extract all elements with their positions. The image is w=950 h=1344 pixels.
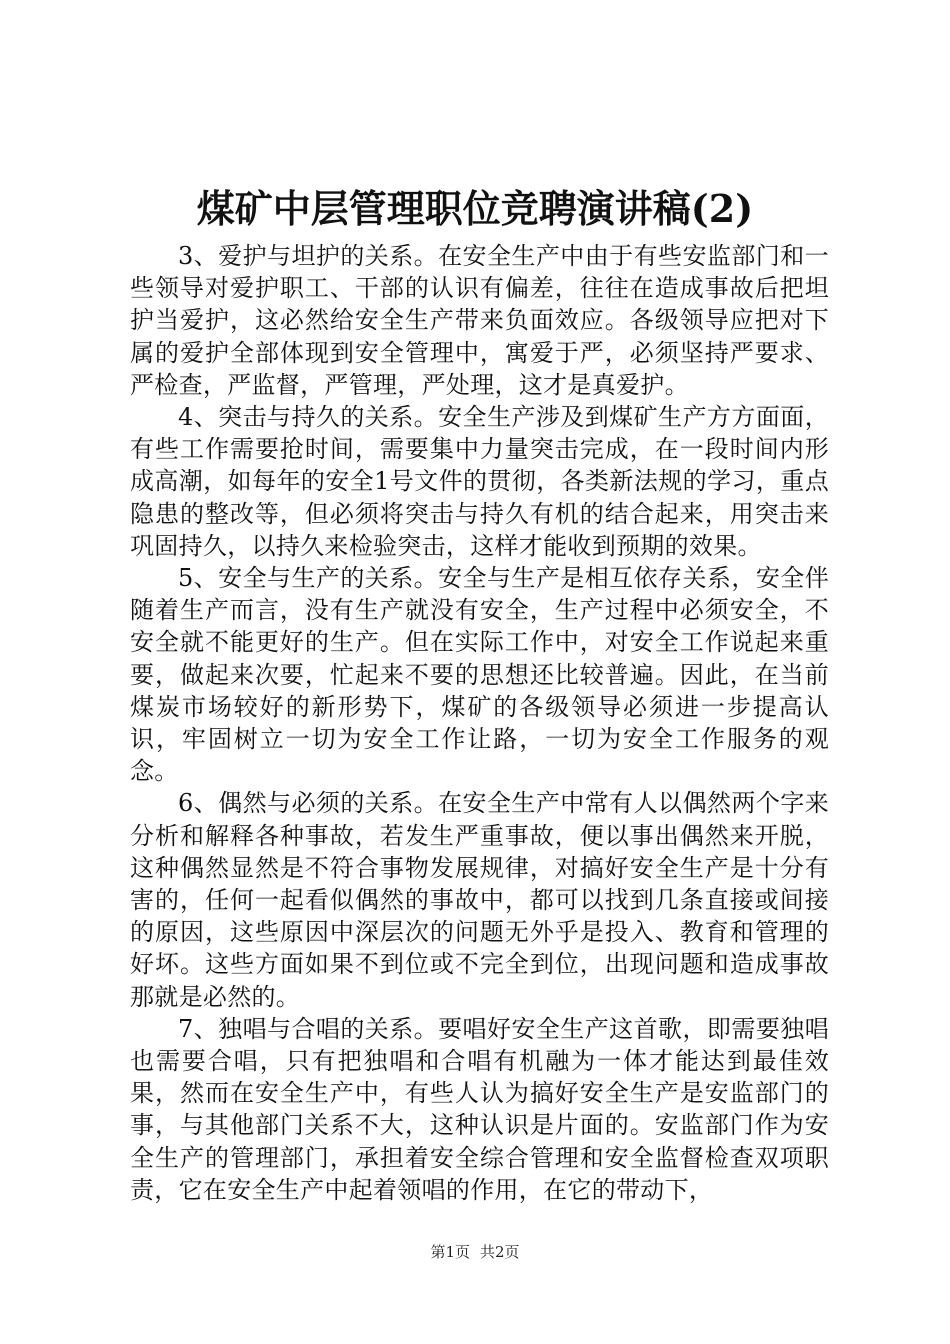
paragraph-6: 6、偶然与必须的关系。在安全生产中常有人以偶然两个字来分析和解释各种事故，若发生严重事故，便以事出偶然来开脱，这种偶然显然是不符合事物发展规律，对搞好安全生产是十分有害的，任何一起看似偶然的事故中，都可以找到几条直接或间接的原因，这些原因中深层次的问题无外乎是投入、教育和管理的好坏。这些方面如果不到位或不完全到位，出现问题和造成事故那就是必然的。 — [130, 789, 829, 1011]
document-body — [130, 240, 829, 1206]
page-total: 共2页 — [480, 1243, 520, 1261]
paragraph-4: 4、突击与持久的关系。安全生产涉及到煤矿生产方方面面，有些工作需要抢时间，需要集中力量突击完成，在一段时间内形成高潮，如每年的安全1号文件的贯彻，各类新法规的学习，重点隐患的整改等，但必须将突击与持久有机的结合起来，用突击来巩固持久，以持久来检验突击，这样才能收到预期的效果。 — [130, 403, 829, 560]
page-number: 第1页 — [430, 1243, 470, 1261]
paragraph-3: 3、爱护与坦护的关系。在安全生产中由于有些安监部门和一些领导对爱护职工、干部的认识有偏差，往往在造成事故后把坦护当爱护，这必然给安全生产带来负面效应。各级领导应把对下属的爱护全部体现到安全管理中，寓爱于严，必须坚持严要求、严检查，严监督，严管理，严处理，这才是真爱护。 — [130, 242, 829, 399]
paragraph-7: 7、独唱与合唱的关系。要唱好安全生产这首歌，即需要独唱也需要合唱，只有把独唱和合唱有机融为一体才能达到最佳效果，然而在安全生产中，有些人认为搞好安全生产是安监部门的事，与其他部门关系不大，这种认识是片面的。安监部门作为安全生产的管理部门，承担着安全综合管理和安全监督检查双项职责，它在安全生产中起着领唱的作用，在它的带动下， — [130, 1014, 829, 1204]
page-footer — [0, 1241, 950, 1263]
paragraph-5: 5、安全与生产的关系。安全与生产是相互依存关系，安全伴随着生产而言，没有生产就没有安全，生产过程中必须安全，不安全就不能更好的生产。但在实际工作中，对安全工作说起来重要，做起来次要，忙起来不要的思想还比较普遍。因此，在当前煤炭市场较好的新形势下，煤矿的各级领导必须进一步提高认识，牢固树立一切为安全工作让路，一切为安全工作服务的观念。 — [130, 564, 829, 786]
document-title: 煤矿中层管理职位竞聘演讲稿(2) — [196, 186, 754, 231]
